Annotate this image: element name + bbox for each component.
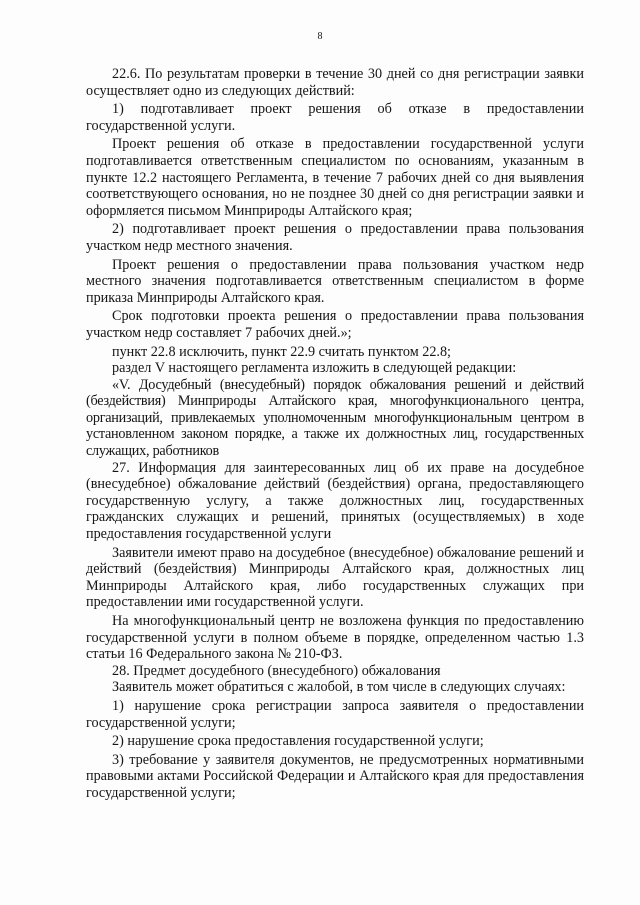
paragraph-refusal-draft: Проект решения об отказе в предоставлении государственной услуги подготавливается ответственным специалистом по основаниям, указанным в пункте 12.2 настоящего Регламента, в течение 7 рабочих дней со дня выявления соответствующего основания, но не позднее 30 дней со дня регистрации заявки и оформляется письмом Минприроды Алтайского края; (86, 136, 584, 219)
page-number: 8 (317, 31, 323, 42)
paragraph-draft-term: Срок подготовки проекта решения о предоставлении права пользования участком недр составляет 7 рабочих дней.»; (86, 308, 584, 341)
heading-28: 28. Предмет досудебного (внесудебного) обжалования (112, 662, 441, 679)
document-body (86, 66, 584, 802)
paragraph-section-v-intro: раздел V настоящего регламента изложить в следующей редакции: (112, 360, 517, 377)
list-item-case-3: 3) требование у заявителя документов, не предусмотренных нормативными правовыми актами Российской Федерации и Алтайского края для предоставления государственной услуги; (86, 751, 584, 801)
paragraph-item-1: 1) подготавливает проект решения об отказе в предоставлении государственной услуги. (86, 101, 584, 134)
heading-27: 27. Информация для заинтересованных лиц об их праве на досудебное (внесудебное) обжалование действий (бездействия) органа, предоставляющего государственную услугу, а также должностных лиц, государственных гражданских служащих и решений, принятых (осуществляемых) в ходе предоставления государственной услуги (86, 459, 584, 543)
paragraph-appeal-right: Заявители имеют право на досудебное (внесудебное) обжалование решений и действий (бездействия) Минприроды Алтайского края, должностных лиц Минприроды Алтайского края, либо государственных служащих при предоставлении ими государственной услуги. (86, 544, 584, 611)
paragraph-22-6: 22.6. По результатам проверки в течение 30 дней со дня регистрации заявки осуществляет одно из следующих действий: (86, 66, 584, 99)
paragraph-item-2: 2) подготавливает проект решения о предоставлении права пользования участком недр местного значения. (86, 221, 584, 254)
paragraph-mfc-function: На многофункциональный центр не возложена функция по предоставлению государственной услуги в полном объеме в порядке, определенном частью 1.3 статьи 16 Федерального закона № 210-ФЗ. (86, 613, 584, 663)
paragraph-clause-22-8: пункт 22.8 исключить, пункт 22.9 считать пунктом 22.8; (112, 343, 452, 360)
paragraph-grant-draft: Проект решения о предоставлении права пользования участком недр местного значения подготавливается ответственным специалистом в форме приказа Минприроды Алтайского края. (86, 256, 584, 306)
section-v-heading: «V. Досудебный (внесудебный) порядок обжалования решений и действий (бездействия) Минприроды Алтайского края, многофункционального центра, организаций, привлекаемых уполномоченным многофункциональным центром в установленном законом порядке, а также их должностных лиц, государственных служащих, работников (86, 376, 584, 460)
paragraph-complaint-cases: Заявитель может обратиться с жалобой, в том числе в следующих случаях: (112, 679, 566, 696)
list-item-case-1: 1) нарушение срока регистрации запроса заявителя о предоставлении государственной услуги; (86, 697, 584, 731)
list-item-case-2: 2) нарушение срока предоставления государственной услуги; (112, 733, 484, 750)
